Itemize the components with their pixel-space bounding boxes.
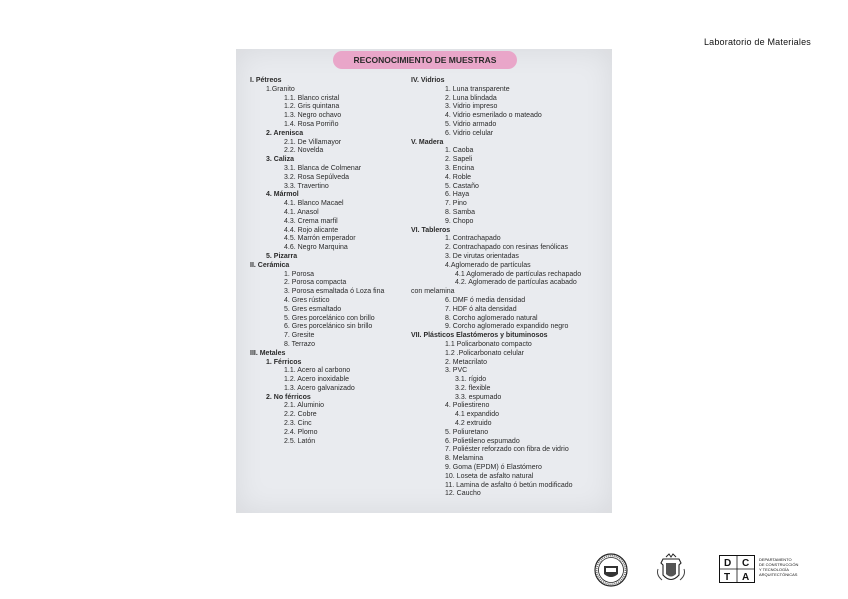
sample-item: 4.2 extruido [455, 420, 492, 428]
sample-item: 12. Caucho [445, 490, 481, 498]
sample-item: 2. Arenisca [266, 129, 304, 137]
sample-item: 2.1. Aluminio [284, 402, 325, 410]
sample-item: 3. Caliza [266, 156, 295, 164]
sample-item: 3.3. espumado [455, 393, 502, 401]
sample-item: 1.2. Gris quintana [284, 103, 340, 111]
footer-logos [594, 553, 808, 587]
sample-item: 4.1 Aglomerado de partículas rechapado [455, 270, 582, 278]
crest-icon [654, 553, 688, 587]
sample-item: 11. Lamina de asfalto ó betún modificado [445, 481, 573, 489]
left-column [250, 77, 415, 446]
sample-item: 3. Porosa esmaltada ó Loza fina [284, 288, 385, 296]
sample-item: 3. Vidrio impreso [445, 103, 498, 111]
sample-item: 2. Luna blindada [445, 94, 497, 102]
sample-item: 3.3. Travertino [284, 182, 329, 190]
sample-item: 6. Polietileno espumado [445, 437, 520, 445]
sample-item: 4.2. Aglomerado de partículas acabado [455, 279, 577, 287]
sample-item: 9. Goma (EPDM) ó Elastómero [445, 464, 542, 472]
sample-item: 7. Gresite [284, 332, 315, 340]
category-heading: VI. Tableros [411, 226, 451, 234]
sample-item: 1.2. Acero inoxidable [284, 376, 349, 384]
sample-item: 2.3. Cinc [284, 420, 312, 428]
sample-item: 2. Sapeli [445, 156, 473, 164]
sample-item: 1. Caoba [445, 147, 474, 155]
category-heading: III. Metales [250, 349, 286, 357]
sample-item: 2.1. De Villamayor [284, 138, 342, 146]
sample-item: 4. Poliestireno [445, 402, 490, 410]
sample-item: 8. Samba [445, 208, 475, 216]
sample-item: 2. Contrachapado con resinas fenólicas [445, 244, 568, 252]
sample-item: 4.1 expandido [455, 411, 499, 419]
sample-item: 5. Poliuretano [445, 428, 489, 436]
sample-item: con melamina [411, 288, 455, 296]
sample-item: 2. Porosa compacta [284, 279, 347, 287]
sample-item: 4. Roble [445, 173, 472, 181]
sample-item: 4.4. Rojo alicante [284, 226, 339, 234]
sample-item: 5. Vidrio armado [445, 120, 497, 128]
sample-item: 2.5. Latón [284, 437, 316, 445]
sample-item: 6. Gres porcelánico sin brillo [284, 323, 373, 331]
sample-item: 4. Vidrio esmerilado o mateado [445, 112, 542, 120]
sample-item: 6. DMF ó media densidad [445, 296, 526, 304]
category-heading: IV. Vidrios [411, 77, 445, 84]
sample-item: 9. Corcho aglomerado expandido negro [445, 323, 569, 331]
sample-item: 1.1. Acero al carbono [284, 367, 351, 375]
sample-item: 4. Gres rústico [284, 296, 330, 304]
sample-item: 4.1. Blanco Macael [284, 200, 344, 208]
sample-item: 8. Corcho aglomerado natural [445, 314, 538, 322]
sample-item: 10. Loseta de asfalto natural [445, 472, 534, 480]
sample-item: 8. Melamina [445, 455, 484, 463]
sample-item: 1.3. Acero galvanizado [284, 384, 355, 392]
sample-item: 7. Pino [445, 200, 467, 208]
sheet-banner: RECONOCIMIENTO DE MUESTRAS [333, 51, 517, 69]
sample-item: 1. Contrachapado [445, 235, 501, 243]
dcta-logo [719, 555, 811, 583]
sample-item: 9. Chopo [445, 217, 474, 225]
dcta-caption-line: DEPARTAMENTO [759, 557, 792, 562]
dcta-caption-line: DE CONSTRUCCIÓN [759, 562, 799, 567]
dcta-caption-line: ARQUITECTÓNICAS [759, 572, 798, 577]
sample-item: 3.2. flexible [455, 384, 491, 392]
dcta-caption-line: Y TECNOLOGÍA [759, 567, 789, 572]
sample-item: 1.3. Negro ochavo [284, 112, 342, 120]
sample-item: 1. Luna transparente [445, 85, 510, 93]
sample-item: 6. Vidrio celular [445, 129, 494, 137]
sample-item: 3.1. Blanca de Colmenar [284, 164, 362, 172]
sample-item: 1. Férricos [266, 358, 302, 366]
sample-item: 1.2 .Policarbonato celular [445, 349, 524, 357]
category-heading: VII. Plásticos Elastómeros y bituminosos [411, 332, 548, 340]
sample-item: 1. Porosa [284, 270, 314, 278]
sample-item: 7. Poliéster reforzado con fibra de vidrio [445, 446, 569, 454]
sample-item: 1.4. Rosa Porriño [284, 120, 339, 128]
sample-item: 3.2. Rosa Sepúlveda [284, 173, 349, 181]
sample-item: 5. Gres esmaltado [284, 305, 342, 313]
sample-item: 1.Granito [266, 85, 295, 93]
sample-item: 3.1. rígido [455, 376, 487, 384]
dcta-letter: C [742, 558, 750, 569]
category-heading: I. Pétreos [250, 77, 282, 84]
page-header-title: Laboratorio de Materiales [703, 37, 811, 47]
sample-item: 4.5. Marrón emperador [284, 235, 356, 243]
dcta-letter: D [724, 558, 732, 569]
sample-item: 1.1 Policarbonato compacto [445, 340, 532, 348]
category-heading: II. Cerámica [250, 261, 290, 269]
sample-item: 3. PVC [445, 367, 468, 375]
sample-item: 4.Aglomerado de partículas [445, 261, 531, 269]
category-heading: V. Madera [411, 138, 444, 146]
sample-item: 2.2. Novelda [284, 147, 324, 155]
sample-item: 4. Mármol [266, 191, 299, 199]
sample-item: 7. HDF ó alta densidad [445, 305, 517, 313]
sample-item: 5. Pizarra [266, 252, 298, 260]
sample-item: 6. Haya [445, 191, 470, 199]
sample-item: 8. Terrazo [284, 340, 315, 348]
right-column [411, 77, 609, 499]
dcta-letter: T [724, 572, 731, 583]
sample-item: 2.4. Plomo [284, 428, 318, 436]
sample-item: 1.1. Blanco cristal [284, 94, 340, 102]
sample-sheet-photo [236, 49, 612, 513]
sample-item: 3. Encina [445, 164, 475, 172]
sample-item: 2.2. Cobre [284, 411, 317, 419]
sample-item: 4.1. Anasol [284, 208, 319, 216]
sample-item: 5. Castaño [445, 182, 479, 190]
sample-item: 3. De virutas orientadas [445, 252, 519, 260]
sample-item: 2. Metacrilato [445, 358, 488, 366]
sample-item: 5. Gres porcelánico con brillo [284, 314, 375, 322]
sample-item: 4.3. Crema marfil [284, 217, 338, 225]
dcta-letter: A [742, 572, 750, 583]
sample-item: 4.6. Negro Marquina [284, 244, 348, 252]
sample-item: 2. No férricos [266, 393, 311, 401]
university-seal-icon [594, 553, 628, 587]
